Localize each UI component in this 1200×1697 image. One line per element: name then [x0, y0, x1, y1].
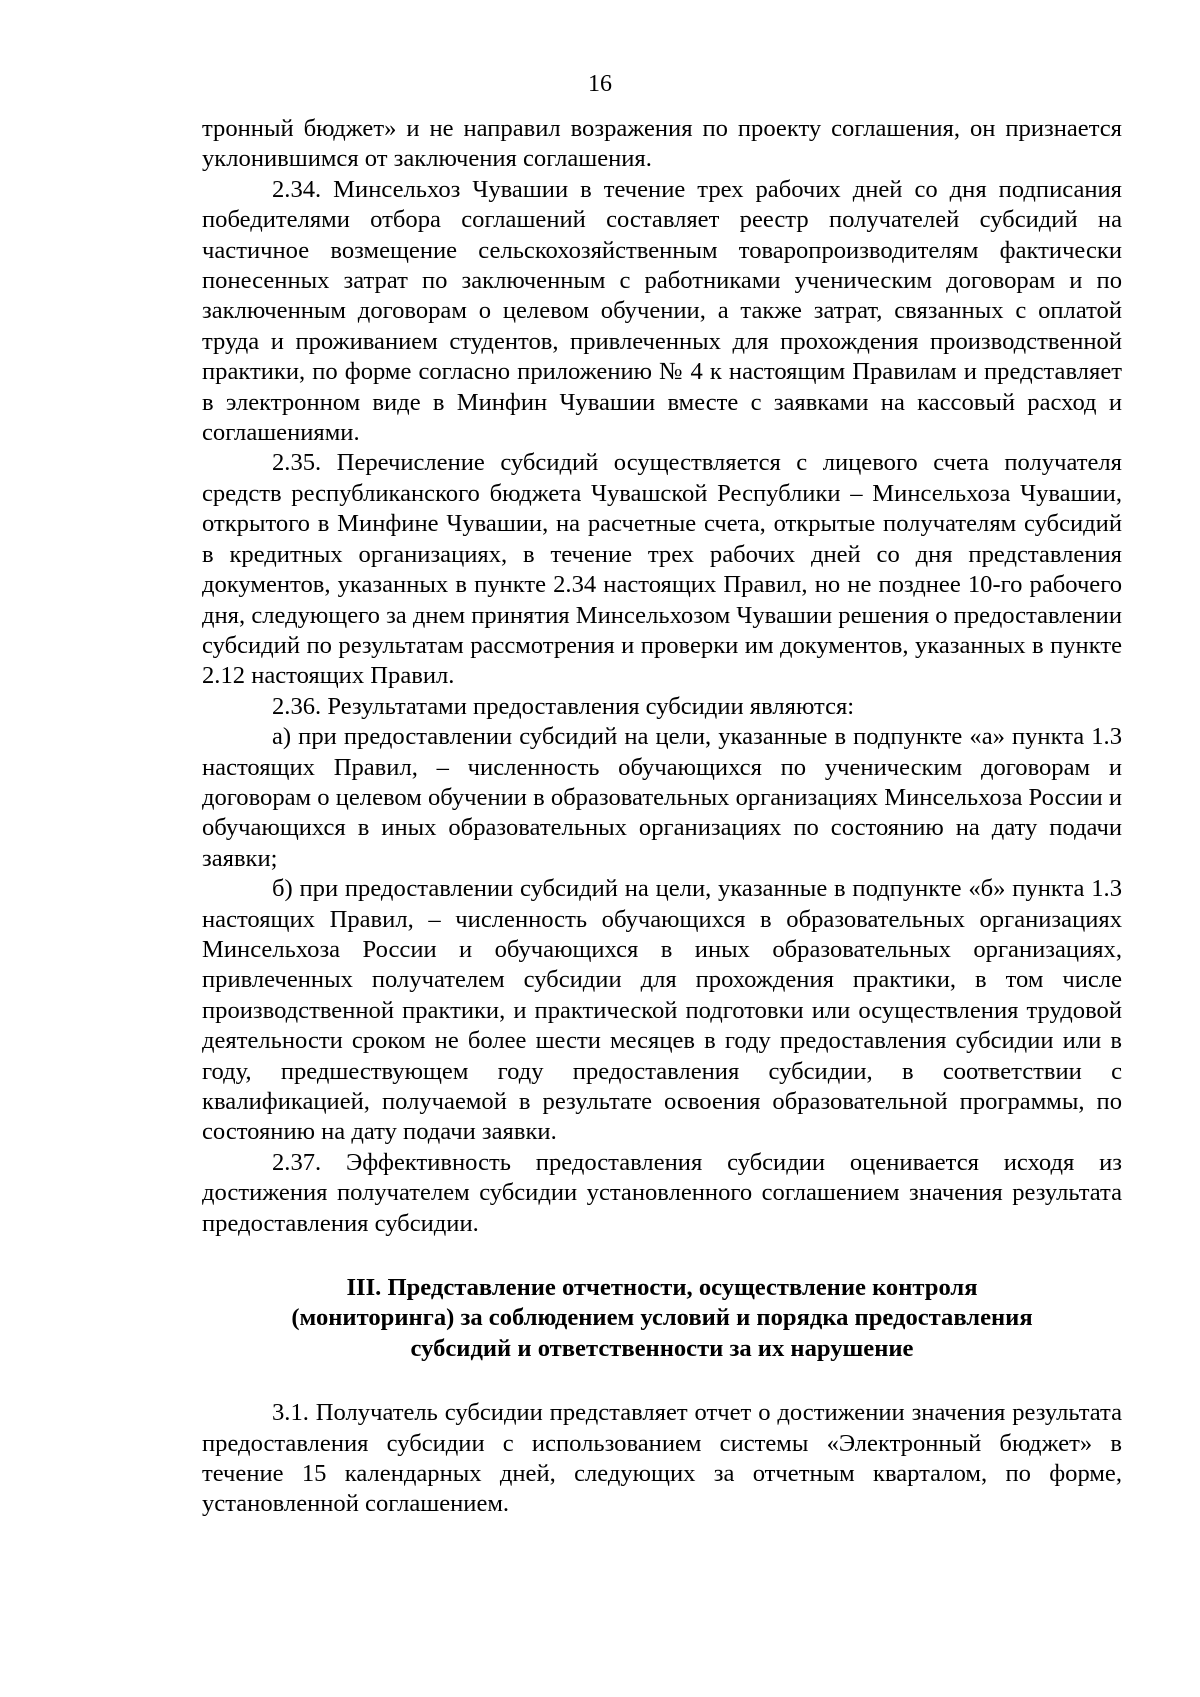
paragraph-2-36: 2.36. Результатами предоставления субсидии являются: [272, 692, 855, 720]
section-heading [202, 1273, 1122, 1364]
paragraph-2-36-b: б) при предоставлении субсидий на цели, указанные в подпункте «б» пункта 1.3 настоящих Правил, – численность обучающихся в образовательных организациях Минсельхоза России и обучающихся в иных образовательных организациях, привлеченных получателем субсидии для прохождения практики, в том числе производственной практики, и практической подготовки или осуществления трудовой деятельности сроком не более шести месяцев в году предоставления субсидии или в году, предшествующем году предоставления субсидии, в соответствии с квалификацией, получаемой в результате освоения образовательной программы, по состоянию на дату подачи заявки. [202, 875, 1122, 1146]
page-number: 16 [588, 71, 612, 97]
section-heading-line-2: (мониторинга) за соблюдением условий и порядка предоставления [291, 1304, 1033, 1332]
paragraph-continuation: тронный бюджет» и не направил возражения по проекту соглашения, он признается уклонившимся от заключения соглашения. [202, 115, 1122, 173]
section-heading-line-1: III. Представление отчетности, осуществление контроля [346, 1274, 978, 1302]
paragraph-3-1: 3.1. Получатель субсидии представляет отчет о достижении значения результата предоставления субсидии с использованием системы «Электронный бюджет» в течение 15 календарных дней, следующих за отчетным кварталом, по форме, установленной соглашением. [202, 1399, 1122, 1518]
paragraph-2-35: 2.35. Перечисление субсидий осуществляется с лицевого счета получателя средств республиканского бюджета Чувашской Республики – Минсельхоза Чувашии, открытого в Минфине Чувашии, на расчетные счета, открытые получателям субсидий в кредитных организациях, в течение трех рабочих дней со дня представления документов, указанных в пункте 2.34 настоящих Правил, но не позднее 10-го рабочего дня, следующего за днем принятия Минсельхозом Чувашии решения о предоставлении субсидий по результатам рассмотрения и проверки им документов, указанных в пункте 2.12 настоящих Правил. [202, 449, 1122, 690]
section-heading-line-3: субсидий и ответственности за их нарушение [410, 1334, 914, 1362]
paragraph-2-36-a: а) при предоставлении субсидий на цели, указанные в подпункте «а» пункта 1.3 настоящих Правил, – численность обучающихся по ученическим договорам и договорам о целевом обучении в образовательных организациях Минсельхоза России и обучающихся в иных образовательных организациях по состоянию на дату подачи заявки; [202, 723, 1122, 872]
paragraph-2-37: 2.37. Эффективность предоставления субсидии оценивается исходя из достижения получателем субсидии установленного соглашением значения результата предоставления субсидии. [202, 1148, 1122, 1237]
document-body [202, 114, 1122, 1520]
paragraph-2-34: 2.34. Минсельхоз Чувашии в течение трех рабочих дней со дня подписания победителями отбора соглашений составляет реестр получателей субсидий на частичное возмещение сельскохозяйственным товаропроизводителям фактически понесенных затрат по заключенным с работниками ученическим договорам и по заключенным договорам о целевом обучении, а также затрат, связанных с оплатой труда и проживанием студентов, привлеченных для прохождения производственной практики, по форме согласно приложению № 4 к настоящим Правилам и представляет в электронном виде в Минфин Чувашии вместе с заявками на кассовый расход и соглашениями. [202, 175, 1122, 447]
